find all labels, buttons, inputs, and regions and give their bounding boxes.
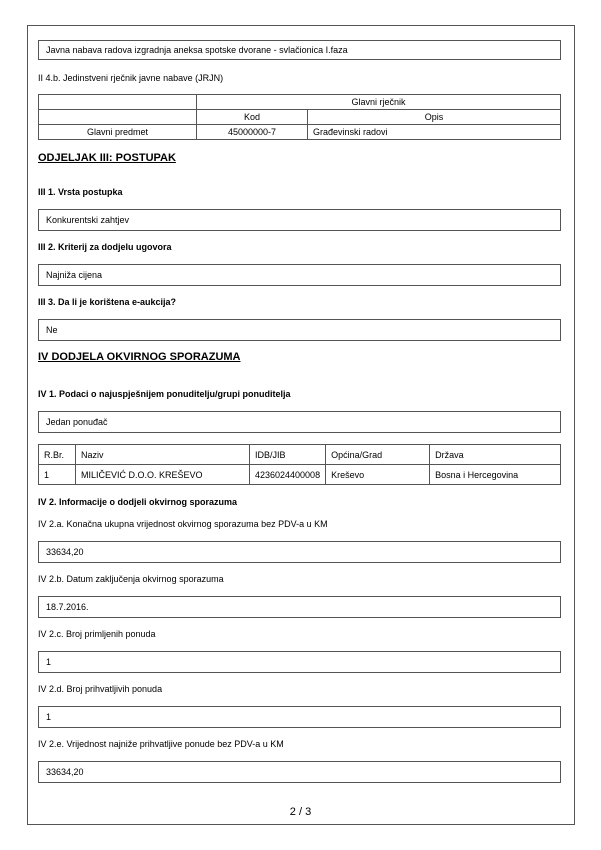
q42-label: IV 2. Informacije o dodjeli okvirnog sporazuma (38, 497, 238, 507)
page-number: 2 / 3 (289, 806, 312, 818)
jrjn-table (38, 94, 561, 140)
jrjn-header-group: Glavni rječnik (197, 95, 561, 110)
bidders-cell-opcina: Kreševo (326, 465, 430, 485)
q42b-value: 18.7.2016. (46, 602, 89, 612)
q42d-label: IV 2.d. Broj prihvatljivih ponuda (38, 684, 163, 694)
q31-field (38, 209, 561, 231)
q42a-value: 33634,20 (46, 547, 84, 557)
bidders-header-opcina: Općina/Grad (326, 445, 430, 465)
q42e-value: 33634,20 (46, 767, 84, 777)
bidders-header-drzava: Država (430, 445, 561, 465)
q33-label: III 3. Da li je korištena e-aukcija? (38, 297, 177, 307)
q42a-label: IV 2.a. Konačna ukupna vrijednost okvirnog sporazuma bez PDV-a u KM (38, 519, 328, 529)
jrjn-col-kod: Kod (197, 110, 308, 125)
q32-value: Najniža cijena (46, 270, 103, 280)
q42e-label: IV 2.e. Vrijednost najniže prihvatljive ponude bez PDV-a u KM (38, 739, 284, 749)
bidders-table (38, 444, 561, 485)
q41-field (38, 411, 561, 433)
q31-label: III 1. Vrsta postupka (38, 187, 123, 197)
q41-label: IV 1. Podaci o najuspješnijem ponuditelju/grupi ponuditelja (38, 389, 291, 399)
q42b-field (38, 596, 561, 618)
q32-field (38, 264, 561, 286)
jrjn-row-opis: Građevinski radovi (308, 125, 561, 140)
bidders-cell-rbr: 1 (39, 465, 76, 485)
bidders-header-naziv: Naziv (76, 445, 250, 465)
contract-title-field (38, 40, 561, 60)
q33-field (38, 319, 561, 341)
q33-value: Ne (46, 325, 58, 335)
q42a-field (38, 541, 561, 563)
q42d-field (38, 706, 561, 728)
section3-title: ODJELJAK III: POSTUPAK (38, 152, 176, 164)
jrjn-empty-cell (39, 110, 197, 125)
q42b-label: IV 2.b. Datum zaključenja okvirnog sporazuma (38, 574, 224, 584)
bidders-cell-naziv: MILIČEVIĆ D.O.O. KREŠEVO (76, 465, 250, 485)
jrjn-empty-cell (39, 95, 197, 110)
jrjn-col-opis: Opis (308, 110, 561, 125)
q42e-field (38, 761, 561, 783)
q32-label: III 2. Kriterij za dodjelu ugovora (38, 242, 172, 252)
jrjn-label: II 4.b. Jedinstveni rječnik javne nabave (JRJN) (38, 73, 224, 83)
bidders-cell-jib: 4236024400008 (250, 465, 326, 485)
bidders-header-rbr: R.Br. (39, 445, 76, 465)
bidders-header-jib: IDB/JIB (250, 445, 326, 465)
section4-title: IV DODJELA OKVIRNOG SPORAZUMA (38, 351, 241, 363)
q31-value: Konkurentski zahtjev (46, 215, 130, 225)
q42c-label: IV 2.c. Broj primljenih ponuda (38, 629, 156, 639)
jrjn-row-label: Glavni predmet (39, 125, 197, 140)
bidders-cell-drzava: Bosna i Hercegovina (430, 465, 561, 485)
q41-value: Jedan ponuđač (46, 417, 108, 427)
contract-title-value: Javna nabava radova izgradnja aneksa spotske dvorane - svlačionica I.faza (46, 45, 348, 55)
jrjn-row-kod: 45000000-7 (197, 125, 308, 140)
q42d-value: 1 (46, 712, 52, 722)
q42c-field (38, 651, 561, 673)
q42c-value: 1 (46, 657, 52, 667)
